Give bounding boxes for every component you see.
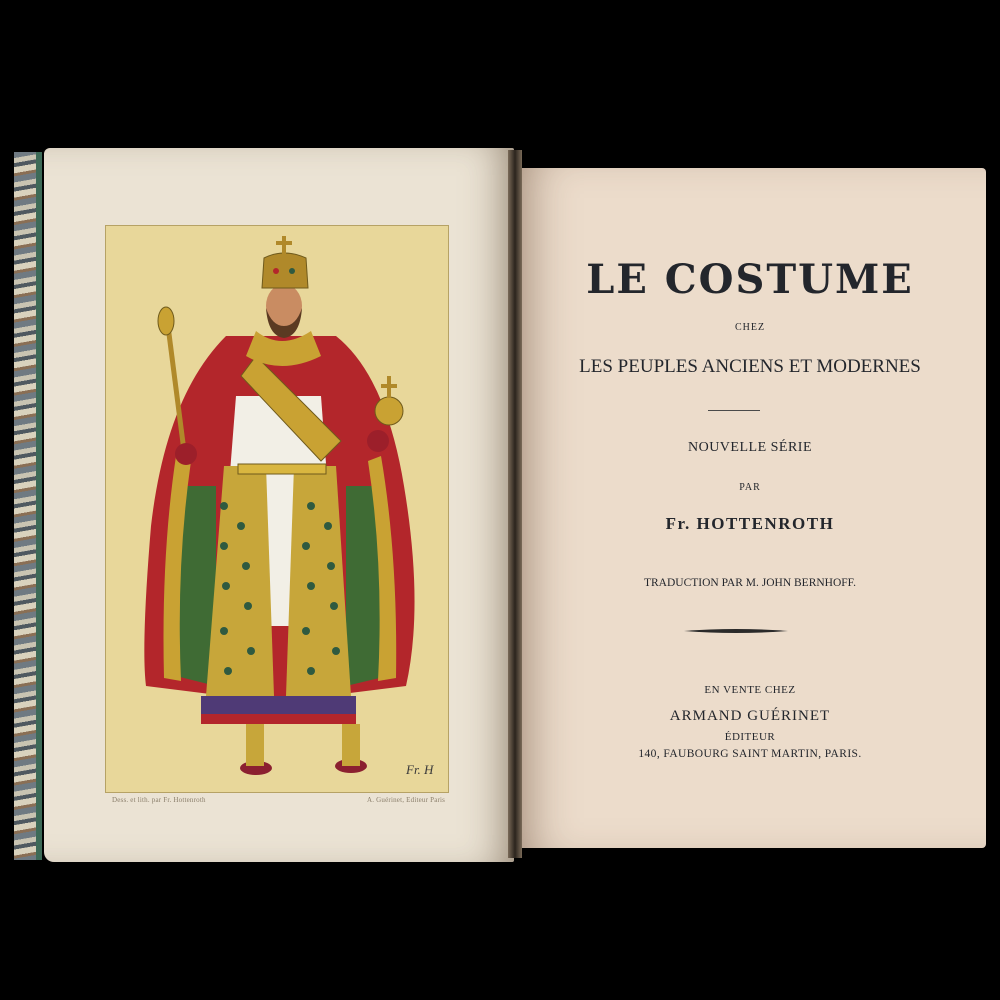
emperor-figure-illustration [106, 226, 448, 792]
artist-monogram: Fr. H [406, 762, 434, 777]
divider-short [708, 410, 760, 411]
orb [375, 397, 403, 425]
author-name: Fr. HOTTENROTH [665, 514, 835, 533]
ornamental-rule [684, 627, 788, 635]
chez-label: CHEZ [734, 322, 766, 333]
translation-credit: TRADUCTION PAR M. JOHN BERNHOFF. [643, 577, 857, 589]
plate-credit-left: Dess. et lith. par Fr. Hottenroth [112, 796, 206, 804]
series-label: NOUVELLE SÉRIE [687, 440, 813, 455]
book-title: LE COSTUME [586, 256, 914, 303]
crown [262, 253, 308, 288]
plate-credit-right: A. Guérinet, Editeur Paris [367, 796, 446, 804]
publisher-name: ARMAND GUÉRINET [669, 708, 831, 724]
book-subtitle: LES PEUPLES ANCIENS ET MODERNES [579, 356, 921, 377]
illustration-plate [105, 225, 449, 793]
book-spine-edge [14, 152, 42, 860]
publisher-role: ÉDITEUR [724, 731, 776, 743]
sale-label: EN VENTE CHEZ [704, 684, 796, 696]
publisher-address: 140, FAUBOURG SAINT MARTIN, PARIS. [638, 748, 862, 760]
par-label: PAR [739, 482, 761, 493]
